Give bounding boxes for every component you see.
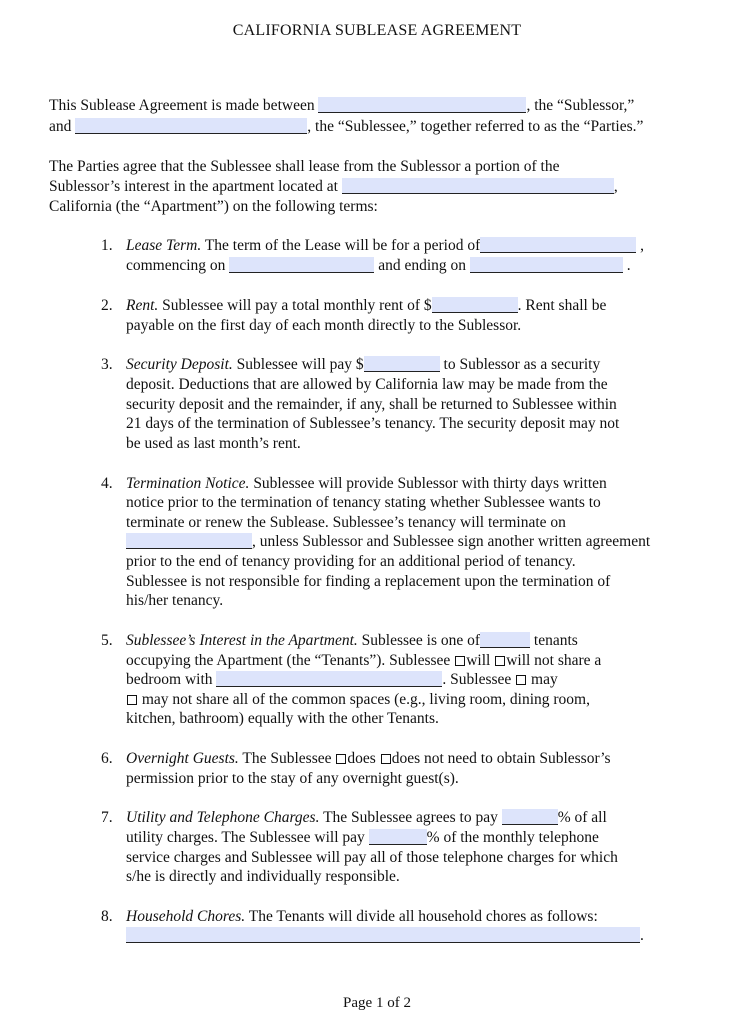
sublessee-name-field[interactable] [75,118,307,134]
clause-text: occupying the Apartment (the “Tenants”). Sublessee [126,652,451,669]
clause-text: Sublessee will pay a total monthly rent of $ [162,297,432,314]
clause-heading: Household Chores. [126,908,246,925]
clause-number: 2. [101,297,113,314]
clause-4-line-7: his/her tenancy. [126,592,224,609]
clause-6-line-2: permission prior to the stay of any overnight guest(s). [126,770,459,787]
clause-text: % of all [557,809,607,826]
clause-3-line-4: 21 days of the termination of Sublessee’s tenancy. The security deposit may not [126,415,620,432]
clause-text: . Rent shall be [517,297,607,314]
clause-number: 8. [101,908,113,925]
clause-number: 6. [101,750,113,767]
clause-heading: Utility and Telephone Charges. [126,809,320,826]
clause-5-line-5: kitchen, bathroom) equally with the other Tenants. [126,710,439,727]
apartment-address-field[interactable] [342,178,614,194]
clause-text: will [466,652,491,669]
clause-heading: Overnight Guests. [126,750,239,767]
clause-text: . [626,257,631,274]
sublessor-name-field[interactable] [318,97,526,113]
intro-text: and [49,118,72,135]
clause-6-line-1 [126,749,611,768]
clause-4-line-5: prior to the end of tenancy providing for an additional period of tenancy. [126,553,576,570]
household-chores-field[interactable] [126,927,640,943]
clause-text: does [347,750,376,767]
clause-number: 3. [101,356,113,373]
clause-3-line-2: deposit. Deductions that are allowed by California law may be made from the [126,376,608,393]
clause-text: does not need to obtain Sublessor’s [391,750,611,767]
clause-heading: Termination Notice. [126,475,250,492]
tenant-count-field[interactable] [480,632,530,648]
telephone-percent-field[interactable] [369,829,427,845]
clause-4-line-3: terminate or renew the Sublease. Sublessee’s tenancy will terminate on [126,514,566,531]
intro-text: , the “Sublessor,” [526,97,635,114]
clause-text: and ending on [378,257,467,274]
guest-permission-required-checkbox[interactable] [336,754,346,764]
clause-heading: Lease Term. [126,237,202,254]
clause-text: The Sublessee agrees to pay [323,809,498,826]
intro-line-1 [49,96,634,115]
clause-number: 5. [101,632,113,649]
clause-number: 1. [101,237,113,254]
clause-7-line-1 [126,808,607,827]
clause-number: 4. [101,475,113,492]
clause-2-line-2: payable on the first day of each month directly to the Sublessor. [126,317,522,334]
monthly-rent-field[interactable] [432,297,518,313]
clause-5-line-1 [126,631,578,650]
intro-text: , the “Sublessee,” together referred to as the “Parties.” [307,118,644,135]
clause-text: , unless Sublessor and Sublessee sign another written agreement [252,533,651,550]
clause-2-line-1 [126,296,606,315]
lease-period-field[interactable] [480,237,636,253]
may-share-common-spaces-checkbox[interactable] [516,675,526,685]
intro-text: This Sublease Agreement is made between [49,97,315,114]
clause-text: . Sublessee [442,671,512,688]
clause-text: may not share all of the common spaces (e.g., living room, dining room, [141,691,590,708]
clause-text: The Sublessee [242,750,332,767]
clause-1-line-1 [126,236,644,255]
clause-5-line-2 [126,651,601,670]
document-title: CALIFORNIA SUBLEASE AGREEMENT [232,22,522,39]
page-number: Page 1 of 2 [343,995,411,1011]
will-not-share-bedroom-checkbox[interactable] [495,656,505,666]
clause-3-line-5: be used as last month’s rent. [126,435,301,452]
clause-3-line-3: security deposit and the remainder, if any, shall be returned to Sublessee within [126,396,617,413]
parties-line-2 [49,177,618,196]
clause-text: , [640,237,645,254]
clause-4-line-4 [126,532,650,551]
clause-8-line-1 [126,907,598,926]
clause-text: will not share a [506,652,602,669]
clause-8-line-2 [126,926,644,945]
clause-text: utility charges. The Sublessee will pay [126,829,365,846]
clause-4-line-6: Sublessee is not responsible for finding a replacement upon the termination of [126,573,611,590]
clause-text: . [640,927,644,944]
clause-text: Sublessee will provide Sublessor with thirty days written [253,475,607,492]
clause-4-line-1 [126,474,607,493]
guest-permission-not-required-checkbox[interactable] [381,754,391,764]
clause-1-line-2 [126,256,631,275]
clause-7-line-3: service charges and Sublessee will pay all of those telephone charges for which [126,849,618,866]
parties-text: Sublessor’s interest in the apartment located at [49,178,338,195]
clause-text: Sublessee is one of [361,632,481,649]
may-not-share-common-spaces-checkbox[interactable] [127,695,137,705]
security-deposit-field[interactable] [364,356,440,372]
clause-5-line-3 [126,670,558,689]
clause-text: may [531,671,558,688]
clause-heading: Rent. [126,297,159,314]
clause-text: to Sublessor as a security [443,356,601,373]
clause-text: The term of the Lease will be for a period of [204,237,481,254]
clause-5-line-4 [126,690,590,709]
clause-text: Sublessee will pay $ [236,356,364,373]
parties-line-1: The Parties agree that the Sublessee shall lease from the Sublessor a portion of the [49,158,560,175]
intro-line-2 [49,117,643,136]
clause-heading: Security Deposit. [126,356,233,373]
tenancy-end-date-field[interactable] [126,533,252,549]
will-share-bedroom-checkbox[interactable] [455,656,465,666]
clause-text: bedroom with [126,671,213,688]
clause-text: tenants [533,632,578,649]
clause-3-line-1 [126,355,600,374]
parties-text: , [613,178,618,195]
clause-text: % of the monthly telephone [426,829,599,846]
clause-number: 7. [101,809,113,826]
lease-start-date-field[interactable] [229,257,374,273]
clause-text: The Tenants will divide all household chores as follows: [248,908,598,925]
clause-7-line-2 [126,828,599,847]
bedroom-share-with-field[interactable] [216,671,442,687]
clause-heading: Sublessee’s Interest in the Apartment. [126,632,358,649]
parties-line-3: California (the “Apartment”) on the following terms: [49,198,378,215]
lease-end-date-field[interactable] [470,257,623,273]
utility-percent-field[interactable] [502,809,558,825]
clause-4-line-2: notice prior to the termination of tenancy stating whether Sublessee wants to [126,494,601,511]
clause-text: commencing on [126,257,226,274]
clause-7-line-4: s/he is directly and individually responsible. [126,868,400,885]
